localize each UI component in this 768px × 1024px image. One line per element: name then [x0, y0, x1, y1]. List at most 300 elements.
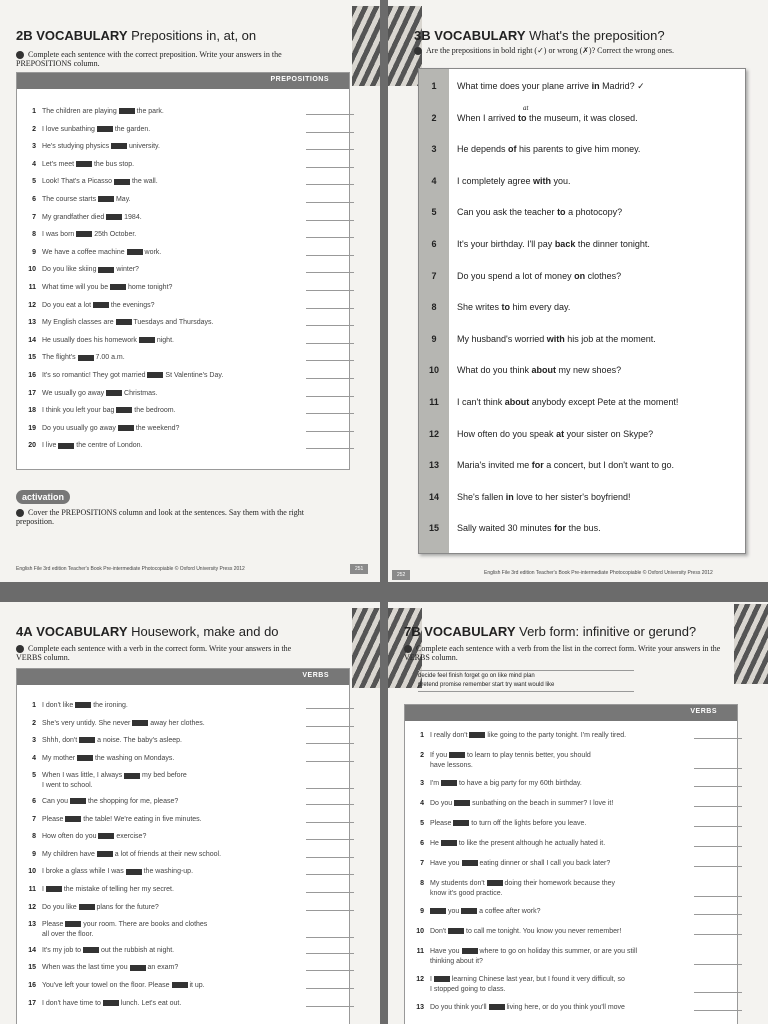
blank-gap	[98, 267, 114, 273]
item-number: 1	[32, 702, 36, 709]
bold-preposition: to	[518, 112, 527, 123]
answer-line[interactable]	[306, 788, 354, 789]
exercise-row	[22, 196, 131, 203]
sentence-text: I completely agree	[457, 175, 534, 186]
sentence-start: I was born	[42, 231, 77, 239]
blank-gap	[454, 800, 470, 806]
item-number: 9	[431, 333, 437, 344]
sentence-end: learning Chinese last year, but I found it very difficult, so	[449, 976, 625, 983]
answer-line[interactable]	[694, 1010, 742, 1011]
answer-line[interactable]	[306, 255, 354, 256]
blank-gap	[489, 1004, 505, 1010]
item-number: 2	[32, 125, 36, 133]
sentence-end: to have a big party for my 60th birthday.	[457, 780, 582, 787]
sentence-end: lunch. Let's eat out.	[118, 999, 182, 1007]
answer-line[interactable]	[306, 202, 354, 203]
sentence-text: My husband's worried	[457, 333, 547, 344]
exercise-row	[410, 800, 613, 807]
bold-preposition: with	[546, 333, 565, 344]
answer-line[interactable]	[694, 768, 742, 769]
bold-preposition: with	[533, 175, 552, 186]
bold-preposition: of	[508, 144, 517, 155]
sentence-end: St Valentine's Day.	[163, 372, 224, 379]
item-number: 5	[32, 772, 36, 780]
sentence-text: my new shoes?	[556, 365, 622, 376]
sentence	[457, 397, 678, 407]
item-number: 4	[32, 160, 36, 168]
exercise-row	[410, 880, 615, 887]
blank-gap	[139, 337, 155, 343]
sentence-end: university.	[127, 143, 160, 151]
answer-line[interactable]	[306, 343, 354, 344]
blank-gap	[103, 1000, 119, 1006]
item-number: 7	[431, 270, 437, 281]
sentence-end: home tonight?	[126, 284, 173, 291]
item-number: 3	[420, 780, 424, 787]
sentence-text: you.	[551, 175, 571, 186]
sentence-start: I	[430, 976, 434, 983]
item-number: 9	[32, 248, 36, 256]
answer-line[interactable]	[694, 896, 742, 897]
bullet-icon	[16, 51, 24, 59]
item-number: 13	[428, 460, 439, 471]
exercise-row	[22, 947, 174, 954]
sentence	[457, 144, 640, 154]
exercise-row	[22, 442, 142, 449]
exercise-row	[22, 755, 174, 762]
sentence-start: If you	[430, 752, 450, 759]
item-number: 6	[32, 798, 36, 805]
sentence-text: She's fallen	[457, 491, 506, 502]
sentence-end: night.	[154, 336, 174, 344]
blank-gap	[58, 443, 74, 449]
sentence-end: eating dinner or shall I call you back later?	[477, 860, 611, 867]
exercise-row	[22, 904, 159, 911]
sentence-start: You've left your towel on the floor. Please	[42, 982, 172, 989]
item-number: 11	[28, 284, 36, 291]
sentence	[457, 365, 621, 375]
sentence-start: Look! That's a Picasso	[42, 178, 115, 186]
exercise-row	[22, 126, 150, 133]
sentence-end: the table! We're eating in five minutes.	[81, 815, 202, 823]
exercise-row	[410, 840, 605, 847]
item-number: 17	[28, 999, 36, 1007]
blank-gap	[441, 780, 457, 786]
sentence-end: the mistake of telling her my secret.	[61, 886, 174, 893]
exercise-row	[410, 1004, 625, 1011]
sentence	[457, 176, 571, 186]
item-number: 16	[28, 982, 36, 989]
bullet-icon	[16, 509, 24, 517]
answer-line[interactable]	[306, 822, 354, 823]
page-title: 2B VOCABULARY Prepositions in, at, on	[16, 28, 257, 43]
sentence-text: I can't think	[457, 397, 505, 407]
answer-line[interactable]	[306, 396, 354, 397]
sentence-text: Maria's invited me	[457, 460, 532, 471]
exercise-row-continued	[430, 986, 506, 993]
sentence-text: him every day.	[510, 302, 571, 313]
exercise-row	[22, 720, 205, 727]
answer-line[interactable]	[694, 786, 742, 787]
answer-line[interactable]	[306, 378, 354, 379]
blank-gap	[110, 284, 126, 290]
bullet-icon	[414, 47, 422, 55]
answer-line[interactable]	[306, 114, 354, 115]
blank-gap	[114, 179, 130, 185]
sentence-end: the washing on Mondays.	[93, 754, 175, 762]
sentence-start: She's very untidy. She never	[42, 719, 133, 727]
bold-preposition: for	[554, 523, 567, 534]
verb-list-line-1: decide feel finish forget go on like mind plan	[418, 673, 535, 679]
answer-line[interactable]	[306, 874, 354, 875]
exercise-row	[410, 732, 626, 739]
sentence-start: Please	[430, 820, 454, 827]
blank-gap	[75, 702, 91, 708]
blank-gap	[448, 928, 464, 934]
sentence-end: the ironing.	[91, 702, 128, 709]
item-number: 4	[431, 175, 437, 186]
answer-line[interactable]	[306, 1006, 354, 1007]
sentence-start: Do you usually go away	[42, 424, 118, 432]
bold-preposition: on	[574, 270, 586, 281]
blank-gap	[77, 755, 93, 761]
blank-gap	[79, 737, 95, 743]
answer-line[interactable]	[694, 738, 742, 739]
item-number: 11	[28, 886, 36, 893]
decorative-rays	[734, 604, 768, 684]
sentence-start: He usually does his homework	[42, 336, 139, 344]
answer-line[interactable]	[306, 272, 354, 273]
sentence-start: We usually go away	[42, 389, 107, 397]
sentence-end: exercise?	[114, 833, 147, 841]
verb-list	[418, 670, 634, 692]
exercise-row	[22, 982, 205, 989]
answer-line[interactable]	[694, 846, 742, 847]
answer-line[interactable]	[694, 964, 742, 965]
blank-gap	[116, 319, 132, 325]
exercise-row	[410, 976, 625, 983]
sentence-end: 1984.	[122, 213, 142, 221]
sentence-end: away her clothes.	[148, 719, 205, 727]
sentence-text: She writes	[457, 302, 502, 313]
answer-line[interactable]	[306, 149, 354, 150]
sentence-text: your sister on Skype?	[564, 428, 654, 439]
item-number: 12	[28, 301, 36, 309]
sentence-text: the dinner tonight.	[575, 239, 650, 249]
decorative-rays	[352, 608, 380, 688]
sentence-end: the shopping for me, please?	[86, 798, 179, 805]
sentence-start: I	[42, 886, 46, 893]
item-number: 5	[32, 178, 36, 186]
sentence-text: anybody except Pete at the moment!	[529, 397, 679, 407]
exercise-row	[22, 772, 187, 779]
answer-line[interactable]	[306, 743, 354, 744]
sentence-end: like going to the party tonight. I'm really tired.	[485, 732, 627, 739]
item-number: 1	[32, 108, 36, 115]
blank-gap	[441, 840, 457, 846]
exercise-row	[22, 178, 158, 185]
sentence-text: Can you ask the teacher	[457, 207, 558, 218]
bold-preposition: about	[504, 397, 530, 407]
sentence-start: I broke a glass while I was	[42, 868, 126, 876]
sentence	[457, 207, 622, 217]
blank-gap	[97, 851, 113, 857]
verb-list-line-2: pretend promise remember start try want would like	[418, 682, 555, 688]
sentence-end: winter?	[114, 266, 139, 274]
sentence-end: your room. There are books and clothes	[81, 921, 208, 929]
sentence	[457, 523, 601, 533]
sentence-start: The flight's	[42, 354, 78, 362]
sentence-start: He's studying physics	[42, 143, 112, 151]
exercise-row	[22, 868, 193, 875]
sentence-end: the park.	[134, 108, 164, 115]
sentence-text: his job at the moment.	[564, 333, 656, 344]
exercise-row	[22, 231, 136, 238]
exercise-row	[22, 143, 160, 150]
footer: English File 3rd edition Teacher's Book Pre-intermediate Photocopiable © Oxford University Press 2012	[16, 566, 245, 572]
sentence	[457, 429, 653, 439]
sentence-continuation: have lessons.	[430, 762, 473, 769]
sentence-continuation: I went to school.	[42, 782, 93, 790]
column-header: VERBS	[17, 669, 349, 685]
blank-gap	[116, 407, 132, 413]
blank-gap	[126, 869, 142, 875]
answer-line[interactable]	[306, 839, 354, 840]
bullet-icon	[16, 645, 24, 653]
item-number: 12	[28, 903, 36, 911]
sentence-end: plans for the future?	[94, 903, 159, 911]
exercise-row	[22, 372, 223, 379]
sentence-start: Do you	[430, 800, 455, 807]
exercise-row	[22, 284, 172, 291]
item-number: 6	[420, 840, 424, 847]
bold-preposition: in	[591, 81, 600, 91]
sentence-start: My students don't	[430, 880, 487, 887]
answer-line[interactable]	[694, 866, 742, 867]
sentence-start: Don't	[430, 928, 449, 935]
sentence-start: I really don't	[430, 732, 470, 739]
sentence-text: his parents to give him money.	[516, 144, 641, 155]
sentence-end: out the rubbish at night.	[99, 946, 175, 954]
blank-gap	[172, 982, 188, 988]
exercise-row	[22, 921, 207, 928]
item-number: 11	[429, 397, 439, 407]
exercise-row	[410, 820, 586, 827]
answer-line[interactable]	[694, 914, 742, 915]
answer-line[interactable]	[306, 804, 354, 805]
answer-line[interactable]	[306, 167, 354, 168]
answer-line[interactable]	[306, 132, 354, 133]
sentence-start: Have you	[430, 948, 462, 955]
blank-gap	[79, 904, 95, 910]
blank-gap	[119, 108, 135, 114]
page-number: 252	[392, 570, 410, 580]
sentence-start: Let's meet	[42, 160, 77, 168]
answer-line[interactable]	[694, 934, 742, 935]
item-number: 17	[28, 389, 36, 397]
answer-line[interactable]	[306, 761, 354, 762]
item-number: 1	[431, 81, 437, 91]
item-number: 10	[416, 928, 424, 935]
blank-gap	[98, 833, 114, 839]
item-number: 7	[32, 815, 36, 823]
page-title: 7B VOCABULARY Verb form: infinitive or gerund?	[404, 624, 697, 639]
answer-line[interactable]	[306, 237, 354, 238]
sentence-start: Shhh, don't	[42, 737, 80, 745]
answer-line[interactable]	[306, 708, 354, 709]
sentence-end: the garden.	[112, 125, 151, 133]
item-number: 16	[28, 372, 36, 379]
answer-line[interactable]	[694, 826, 742, 827]
sentence-start: Can you	[42, 798, 71, 805]
blank-gap	[93, 302, 109, 308]
item-number: 8	[420, 880, 424, 887]
sentence-end: a lot of friends at their new school.	[112, 850, 222, 858]
item-number: 14	[28, 336, 36, 344]
answer-line[interactable]	[694, 806, 742, 807]
exercise-row	[22, 737, 182, 744]
sentence-start: The course starts	[42, 196, 99, 203]
exercise-row-continued	[430, 762, 473, 769]
blank-gap	[147, 372, 163, 378]
decorative-rays	[352, 6, 380, 86]
answer-line[interactable]	[306, 910, 354, 911]
sentence-text: the bus.	[566, 523, 601, 534]
answer-line[interactable]	[306, 857, 354, 858]
exercise-row-continued	[42, 782, 93, 789]
blank-gap	[111, 143, 127, 149]
item-number: 14	[28, 946, 36, 954]
item-number: 13	[28, 921, 36, 929]
blank-gap	[118, 425, 134, 431]
blank-gap	[106, 214, 122, 220]
sentence-end: 25th October.	[92, 231, 137, 239]
sentence	[457, 492, 631, 502]
answer-line[interactable]	[306, 892, 354, 893]
blank-gap	[98, 196, 114, 202]
sentence-end: the evenings?	[108, 301, 155, 309]
sentence-start: We have a coffee machine	[42, 248, 127, 256]
instructions: Complete each sentence with the correct preposition. Write your answers in the PREPOSITIONS column.	[16, 50, 282, 69]
item-number: 2	[431, 112, 437, 123]
sentence-end: a noise. The baby's asleep.	[95, 737, 182, 745]
instructions: Are the prepositions in bold right (✓) or wrong (✗)? Correct the wrong ones.	[414, 46, 754, 55]
sentence-start: I'm	[430, 780, 442, 787]
answer-line[interactable]	[694, 992, 742, 993]
item-number: 7	[420, 860, 424, 867]
sentence-start: Please	[42, 921, 66, 929]
exercise-row	[22, 425, 179, 432]
sentence-end: Christmas.	[122, 389, 158, 397]
bold-preposition: back	[554, 239, 576, 249]
page-number: 251	[350, 564, 368, 574]
exercise-row	[22, 161, 134, 168]
item-number: 15	[28, 964, 36, 972]
sentence-start: I don't like	[42, 702, 76, 709]
sentence-start: I don't have time to	[42, 999, 103, 1007]
sentence-text: Sally waited 30 minutes	[457, 523, 555, 534]
exercise-row-continued	[42, 931, 93, 938]
sentence-end: my bed before	[140, 772, 187, 780]
blank-gap	[106, 390, 122, 396]
footer: English File 3rd edition Teacher's Book Pre-intermediate Photocopiable © Oxford University Press 2012	[484, 570, 713, 576]
item-number: 5	[431, 207, 437, 218]
answer-line[interactable]	[306, 431, 354, 432]
sentence-text: When I arrived	[457, 112, 519, 123]
answer-line[interactable]	[306, 325, 354, 326]
sentence-continuation: thinking about it?	[430, 958, 483, 965]
bold-preposition: to	[557, 207, 566, 218]
sentence-text: It's your birthday. I'll pay	[457, 239, 555, 249]
blank-gap	[132, 720, 148, 726]
answer-line[interactable]	[306, 988, 354, 989]
sentence-start: My children have	[42, 850, 97, 858]
answer-line[interactable]	[306, 970, 354, 971]
item-number: 5	[420, 820, 424, 827]
answer-line[interactable]	[306, 726, 354, 727]
sentence-end: to like the present although he actually hated it.	[456, 840, 606, 847]
sentence-end: living here, or do you think you'll move	[504, 1004, 625, 1011]
bold-preposition: about	[531, 365, 557, 376]
exercise-row	[410, 752, 591, 759]
item-number: 2	[420, 752, 424, 759]
blank-gap	[78, 355, 94, 361]
sentence	[457, 302, 570, 312]
answer-line[interactable]	[306, 290, 354, 291]
answer-line[interactable]	[306, 184, 354, 185]
bold-preposition: at	[556, 428, 565, 439]
item-number: 10	[28, 868, 36, 876]
exercise-row	[22, 354, 125, 361]
sentence-start: My grandfather died	[42, 213, 107, 221]
exercise-row	[410, 908, 540, 915]
activation-label: activation	[16, 490, 70, 504]
activation-instructions: Cover the PREPOSITIONS column and look at the sentences. Say them with the right preposition.	[16, 508, 304, 527]
answer-line[interactable]	[306, 953, 354, 954]
bullet-icon	[404, 645, 412, 653]
answer-line[interactable]	[306, 448, 354, 449]
sentence-continuation: I stopped going to class.	[430, 986, 506, 993]
blank-gap	[462, 948, 478, 954]
blank-gap	[65, 816, 81, 822]
item-number: 13	[28, 319, 36, 327]
item-number: 15	[28, 354, 36, 362]
item-number: 13	[416, 1004, 424, 1011]
sentence	[457, 460, 674, 470]
answer-line[interactable]	[306, 937, 354, 938]
exercise-row	[22, 337, 174, 344]
sentence-start: I love sunbathing	[42, 125, 97, 133]
instructions: Complete each sentence with a verb from the list in the correct form. Write your answers in the VERBS column.	[404, 644, 721, 663]
blank-gap	[65, 921, 81, 927]
answer-line[interactable]	[306, 308, 354, 309]
sentence-end: a coffee after work?	[477, 908, 541, 915]
blank-gap	[469, 732, 485, 738]
exercise-row	[22, 108, 164, 115]
blank-gap	[130, 965, 146, 971]
sentence-start: Do you eat a lot	[42, 301, 93, 309]
answer-line[interactable]	[306, 360, 354, 361]
answer-line[interactable]	[306, 413, 354, 414]
exercise-row	[22, 302, 155, 309]
sentence-start: Do you like skiing	[42, 266, 99, 274]
sentence-end: 7.00 a.m.	[93, 354, 125, 362]
exercise-row	[22, 1000, 181, 1007]
answer-line[interactable]	[306, 220, 354, 221]
item-number: 9	[420, 908, 424, 915]
sentence-start: My mother	[42, 754, 78, 762]
page-7b	[388, 602, 768, 1024]
